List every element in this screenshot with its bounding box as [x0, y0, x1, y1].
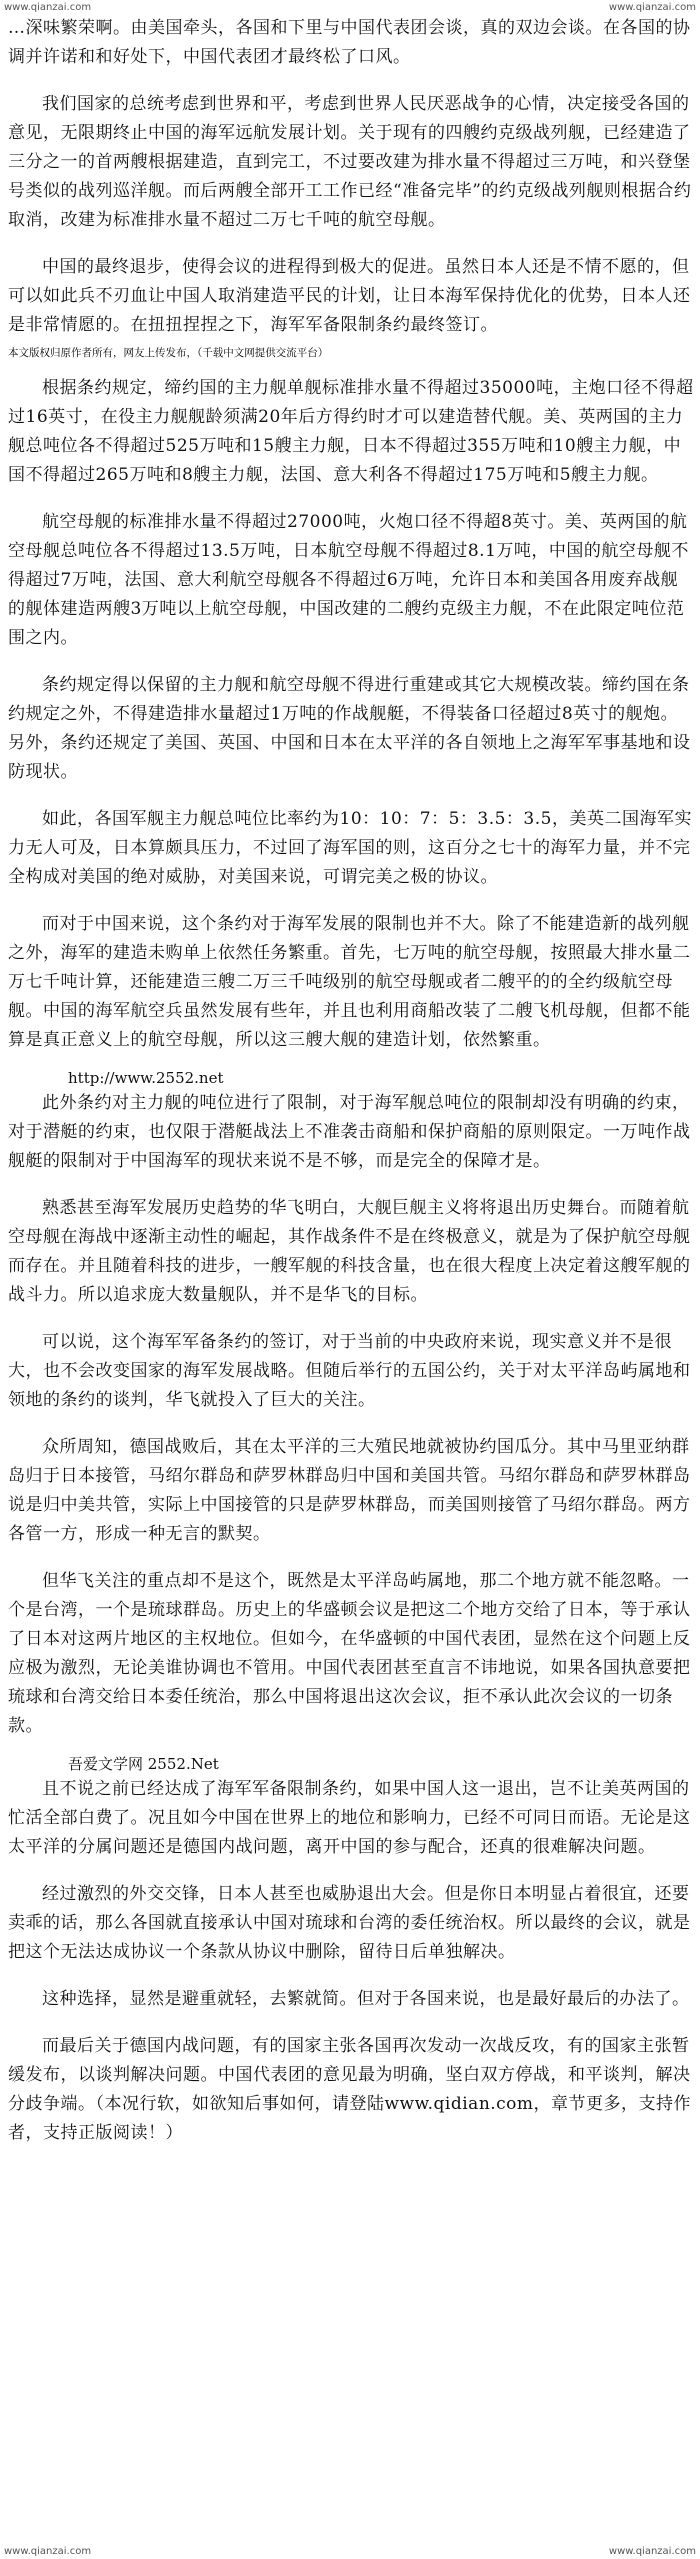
site-mark-2: 吾爱文学网 2552.Net — [68, 1755, 219, 1773]
paragraph-6: 条约规定得以保留的主力舰和航空母舰不得进行重建或其它大规模改装。缔约国在条约规定之外，不得建造排水量超过1万吨的作战舰艇，不得装备口径超过8英寸的舰炮。另外，条约还规定了美国、英国、中国和日本在太平洋的各自领地上之海军军事基地和设防现状。 — [8, 675, 691, 782]
paragraph-13: 但华飞关注的重点却不是这个，既然是太平洋岛屿属地，那二个地方就不能忽略。一个是台湾，一个是琉球群岛。历史上的华盛顿会议是把这二个地方交给了日本，等于承认了日本对这两片地区的主权地位。但如今，在华盛顿的中国代表团，显然在这个问题上反应极为激烈，无论美谁协调也不管用。中国代表团甚至直言不讳地说，如果各国执意要把琉球和台湾交给日本委任统治，那么中国将退出这次会议，拒不承认此次会议的一切条款。 — [8, 1571, 691, 1736]
document-body — [8, 14, 694, 2166]
paragraph-4: 根据条约规定，缔约国的主力舰单舰标准排水量不得超过35000吨，主炮口径不得超过16英寸，在役主力舰舰龄须满20年后方得约时才可以建造替代舰。美、英两国的主力舰总吨位各不得超过525万吨和15艘主力舰，日本不得超过355万吨和10艘主力舰，中国不得超过265万吨和8艘主力舰，法国、意大利各不得超过175万吨和5艘主力舰。 — [8, 378, 694, 485]
paragraph-14: 且不说之前已经达成了海军军备限制条约，如果中国人这一退出，岂不让美英两国的忙活全部白费了。况且如今中国在世界上的地位和影响力，已经不可同日而语。无论是这太平洋的分属问题还是德国内战问题，离开中国的参与配合，还真的很难解决问题。 — [8, 1779, 691, 1857]
paragraph-7: 如此，各国军舰主力舰总吨位比率约为10：10：7：5：3.5：3.5，美英二国海军实力无人可及，日本算颇具压力，不过回了海军国的则，这百分之七十的海军力量，并不完全构成对美国的绝对威胁，对美国来说，可谓完美之极的协议。 — [8, 809, 692, 887]
paragraph-12: 众所周知，德国战败后，其在太平洋的三大殖民地就被协约国瓜分。其中马里亚纳群岛归于日本接管，马绍尔群岛和萨罗林群岛归中国和美国共管。马绍尔群岛和萨罗林群岛说是归中美共管，实际上中国接管的只是萨罗林群岛，而美国则接管了马绍尔群岛。两方各管一方，形成一种无言的默契。 — [8, 1437, 691, 1544]
paragraph-5: 航空母舰的标准排水量不得超过27000吨，火炮口径不得超8英寸。美、英两国的航空母舰总吨位各不得超过13.5万吨，日本航空母舰不得超过8.1万吨，中国的航空母舰不得超过7万吨，法国、意大利航空母舰各不得超过6万吨，允许日本和美国各用废弃战舰的舰体建造两艘3万吨以上航空母舰，中国改建的二艘约克级主力舰，不在此限定吨位范围之内。 — [8, 512, 689, 648]
paragraph-3: 中国的最终退步，使得会议的进程得到极大的促进。虽然日本人还是不情不愿的，但可以如此兵不刃血让中国人取消建造平民的计划，让日本海军保持优化的优势，日本人还是非常情愿的。在扭扭捏捏之下，海军军备限制条约最终签订。 — [8, 257, 691, 335]
paragraph-1: …深味繁荣啊。由美国牵头，各国和下里与中国代表团会谈，真的双边会谈。在各国的协调并许诺和和好处下，中国代表团才最终松了口风。 — [8, 18, 691, 67]
paragraph-2: 我们国家的总统考虑到世界和平，考虑到世界人民厌恶战争的心情，决定接受各国的意见，无限期终止中国的海军远航发展计划。关于现有的四艘约克级战列舰，已经建造了三分之一的首两艘根据建造，直到完工，不过要改建为排水量不得超过三万吨，和兴登堡号类似的战列巡洋舰。而后两艘全部开工工作已经“准备完毕”的约克级战列舰则根据合约取消，改建为标准排水量不超过二万七千吨的航空母舰。 — [8, 94, 692, 230]
paragraph-9: 此外条约对主力舰的吨位进行了限制，对于海军舰总吨位的限制却没有明确的约束，对于潜艇的约束，也仅限于潜艇战法上不准袭击商船和保护商船的原则限定。一万吨作战舰艇的限制对于中国海军的现状来说不是不够，而是完全的保障才是。 — [8, 1093, 691, 1171]
paragraph-11: 可以说，这个海军军备条约的签订，对于当前的中央政府来说，现实意义并不是很大，也不会改变国家的海军发展战略。但随后举行的五国公约，关于对太平洋岛屿属地和领地的条约的谈判，华飞就投入了巨大的关注。 — [8, 1332, 691, 1410]
paragraph-16: 这种选择，显然是避重就轻，去繁就简。但对于各国来说，也是最好最后的办法了。 — [42, 1989, 690, 2009]
watermark-top-left: www.qianzai.com — [4, 2, 92, 13]
paragraph-17: 而最后关于德国内战问题，有的国家主张各国再次发动一次战反攻，有的国家主张暂缓发布，以谈判解决问题。中国代表团的意见最为明确，坚白双方停战，和平谈判，解决分歧争端。（本况行软，如欲知后事如何，请登陆www.qidian.com，章节更多，支持作者，支持正版阅读！） — [8, 2036, 692, 2143]
site-mark-1: http://www.2552.net — [68, 1069, 224, 1087]
source-note: 本文版权归原作者所有，网友上传发布，（千载中文网提供交流平台） — [8, 347, 329, 359]
paragraph-15: 经过激烈的外交交锋，日本人甚至也威胁退出大会。但是你日本明显占着很宜，还要卖乖的话，那么各国就直接承认中国对琉球和台湾的委任统治权。所以最终的会议，就是把这个无法达成协议一个条款从协议中删除，留待日后单独解决。 — [8, 1884, 691, 1962]
paragraph-10: 熟悉甚至海军发展历史趋势的华飞明白，大舰巨舰主义将将退出历史舞台。而随着航空母舰在海战中逐渐主动性的崛起，其作战条件不是在终极意义，就是为了保护航空母舰而存在。并且随着科技的进步，一艘军舰的科技含量，也在很大程度上决定着这艘军舰的战斗力。所以追求庞大数量舰队，并不是华飞的目标。 — [8, 1198, 691, 1305]
watermark-bottom-right: www.qianzai.com — [608, 2546, 696, 2557]
watermark-top-right: www.qianzai.com — [608, 2, 696, 13]
watermark-bottom-left: www.qianzai.com — [4, 2546, 92, 2557]
paragraph-8: 而对于中国来说，这个条约对于海军发展的限制也并不大。除了不能建造新的战列舰之外，海军的建造未购单上依然任务繁重。首先，七万吨的航空母舰，按照最大排水量二万七千吨计算，还能建造三艘二万三千吨级别的航空母舰或者二艘平的的全约级航空母舰。中国的海军航空兵虽然发展有些年，并且也利用商船改装了二艘飞机母舰，但都不能算是真正意义上的航空母舰，所以这三艘大舰的建造计划，依然繁重。 — [8, 914, 691, 1050]
